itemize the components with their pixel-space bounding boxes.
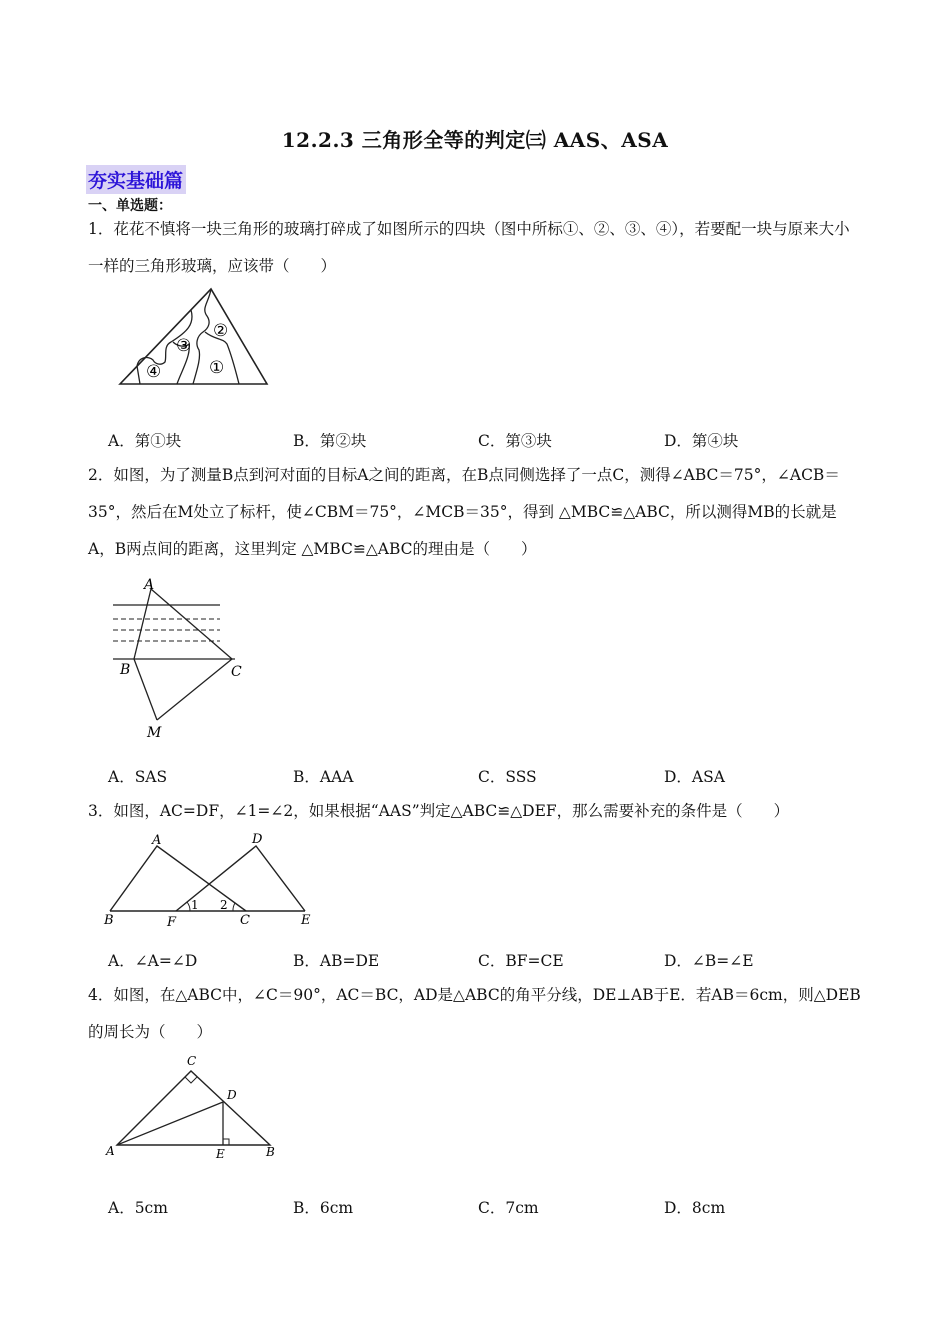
segment-CM <box>157 659 232 720</box>
page-title: 12.2.3 三角形全等的判定㈢ AAS、ASA <box>281 128 669 152</box>
right-angle-mark-C <box>185 1077 197 1083</box>
point-label: B <box>120 662 131 678</box>
section-heading: 夯实基础篇 <box>86 165 186 194</box>
point-label: E <box>216 1147 225 1161</box>
option-c[interactable]: C．第③块 <box>478 432 552 450</box>
angle-label: 2 <box>220 898 228 912</box>
question-2-text: 2．如图，为了测量B点到河对面的目标A之间的距离，在B点同侧选择了一点C，测得∠ABC＝75°，∠ACB＝35°，然后在M处立了标杆，使∠CBM＝75°，∠MCB＝35°，得到 △MBC≌△ABC，所以测得MB的长就是A，B两点间的距离，这里判定 △MBC≌△ABC的理由是（ ） <box>88 466 840 558</box>
point-label: M <box>147 725 162 741</box>
question-3-figure <box>100 828 320 930</box>
point-label: F <box>167 915 177 930</box>
point-label: B <box>104 913 114 928</box>
angle-2-arc <box>233 903 235 911</box>
option-d[interactable]: D．第④块 <box>664 432 739 450</box>
option-b[interactable]: B．AB=DE <box>293 952 380 970</box>
option-b[interactable]: B．6cm <box>293 1199 354 1217</box>
question-4-text: 4．如图，在△ABC中，∠C＝90°，AC＝BC，AD是△ABC的角平分线，DE⊥AB于E．若AB＝6cm，则△DEB的周长为（ ） <box>88 986 861 1041</box>
point-label: C <box>231 664 242 680</box>
question-type-heading: 一、单选题： <box>88 198 172 214</box>
angle-1-arc <box>187 902 190 911</box>
option-d[interactable]: D．∠B=∠E <box>664 952 754 970</box>
option-c[interactable]: C．SSS <box>478 768 537 786</box>
option-c[interactable]: C．7cm <box>478 1199 539 1217</box>
segment-AD <box>117 1102 223 1145</box>
right-angle-mark-E <box>223 1139 229 1145</box>
point-label: B <box>266 1145 275 1159</box>
point-label: C <box>187 1054 197 1068</box>
option-d[interactable]: D．8cm <box>664 1199 726 1217</box>
figure-label: ③ <box>176 336 192 356</box>
option-a[interactable]: A．∠A=∠D <box>108 952 198 970</box>
option-b[interactable]: B．AAA <box>293 768 354 786</box>
figure-label: ② <box>213 321 229 341</box>
option-a[interactable]: A．第①块 <box>108 432 182 450</box>
segment-BM <box>134 659 157 720</box>
question-4-figure <box>100 1050 285 1162</box>
point-label: D <box>252 832 263 847</box>
point-label: E <box>301 913 311 928</box>
broken-glass-outline <box>120 289 267 384</box>
point-label: A <box>106 1144 115 1158</box>
segment-AB <box>134 589 151 659</box>
point-label: D <box>227 1088 237 1102</box>
option-a[interactable]: A．SAS <box>108 768 168 786</box>
point-label: A <box>144 577 155 593</box>
option-d[interactable]: D．ASA <box>664 768 725 786</box>
point-label: C <box>240 913 250 928</box>
point-label: A <box>152 833 162 848</box>
option-a[interactable]: A．5cm <box>108 1199 168 1217</box>
option-b[interactable]: B．第②块 <box>293 432 367 450</box>
question-1-text: 1．花花不慎将一块三角形的玻璃打碎成了如图所示的四块（图中所标①、②、③、④），若要配一块与原来大小一样的三角形玻璃，应该带（ ） <box>88 220 850 275</box>
question-1-figure <box>115 284 275 390</box>
option-c[interactable]: C．BF=CE <box>478 952 564 970</box>
triangle-ABC <box>117 1071 270 1145</box>
angle-label: 1 <box>191 898 199 912</box>
question-2-figure <box>105 575 265 745</box>
figure-label: ① <box>209 358 225 378</box>
figure-label: ④ <box>146 362 162 382</box>
question-3-text: 3．如图，AC=DF，∠1=∠2，如果根据“AAS”判定△ABC≌△DEF，那么需要补充的条件是（ ） <box>88 802 790 820</box>
segment-AC <box>151 589 232 659</box>
